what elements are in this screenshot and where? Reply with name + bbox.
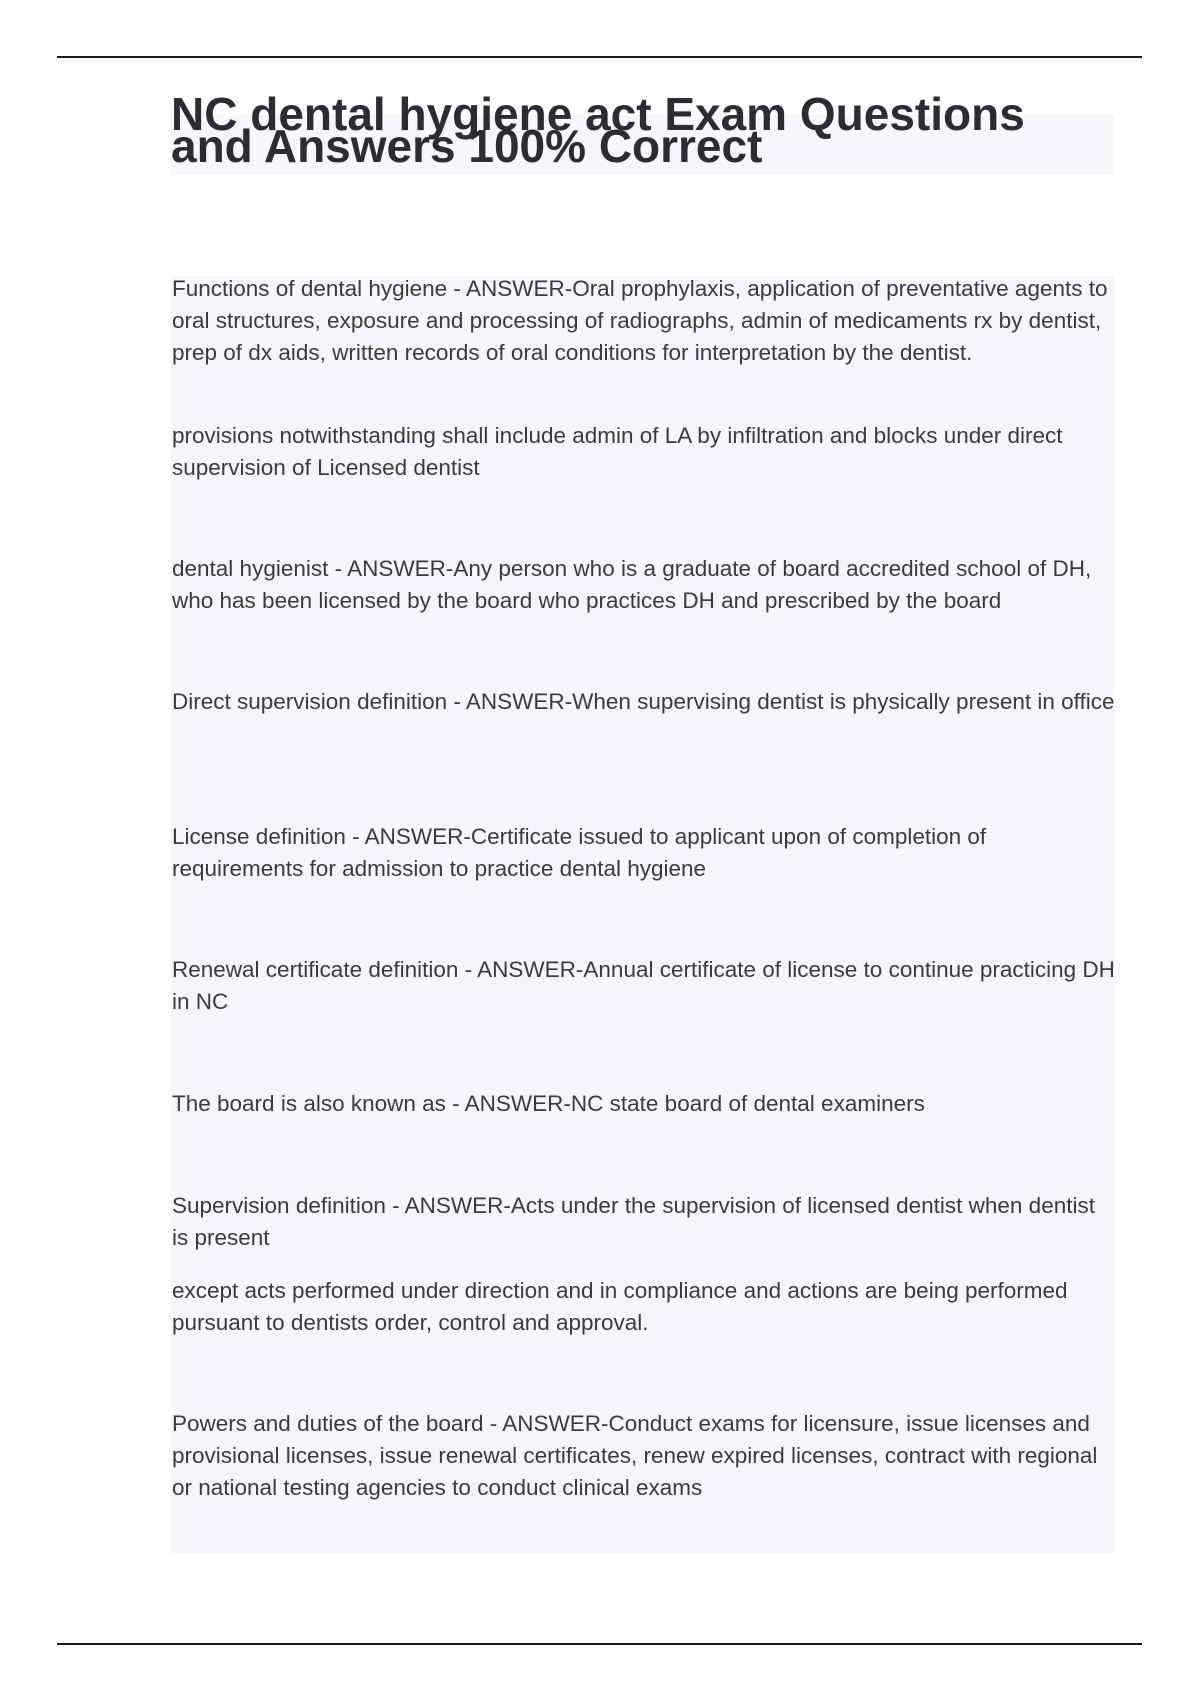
entry-text: License definition - ANSWER-Certificate issued to applicant upon of completion of requirements for admission to practice dental hygiene: [172, 824, 987, 881]
entry-text: Renewal certificate definition - ANSWER-Annual certificate of license to continue practicing DH in NC: [172, 957, 1115, 1014]
entry-text: Powers and duties of the board - ANSWER-Conduct exams for licensure, issue licenses and provisional licenses, issue renewal certificates, renew expired licenses, contract with regional or national testing agencies to conduct clinical exams: [172, 1411, 1098, 1500]
top-rule: [57, 56, 1142, 58]
entry-text: Direct supervision definition - ANSWER-When supervising dentist is physically present in office: [172, 689, 1115, 714]
entry-license-definition: [172, 821, 1116, 885]
entry-except-acts-performed: [172, 1275, 1116, 1339]
entry-renewal-certificate-definition: [172, 954, 1116, 1018]
entry-functions-of-dental-hygiene: [172, 273, 1116, 369]
entry-provisions-notwithstanding: [172, 420, 1116, 484]
entry-text: provisions notwithstanding shall include admin of LA by infiltration and blocks under direct supervision of Licensed dentist: [172, 423, 1063, 480]
bottom-rule: [57, 1643, 1142, 1645]
document-title: NC dental hygiene act Exam Questions and Answers 100% Correct: [171, 88, 1025, 172]
entry-text: The board is also known as - ANSWER-NC state board of dental examiners: [172, 1091, 925, 1116]
entry-dental-hygienist: [172, 553, 1116, 617]
entry-powers-and-duties: [172, 1408, 1116, 1504]
entry-board-known-as: [172, 1088, 1116, 1120]
entry-text: dental hygienist - ANSWER-Any person who is a graduate of board accredited school of DH, who has been licensed by the board who practices DH and prescribed by the board: [172, 556, 1092, 613]
entry-text: except acts performed under direction and in compliance and actions are being performed pursuant to dentists order, control and approval.: [172, 1278, 1068, 1335]
entry-text: Supervision definition - ANSWER-Acts under the supervision of licensed dentist when dentist is present: [172, 1193, 1095, 1250]
entry-direct-supervision-definition: [172, 686, 1116, 718]
entry-text: Functions of dental hygiene - ANSWER-Oral prophylaxis, application of preventative agents to oral structures, exposure and processing of radiographs, admin of medicaments rx by dentist, prep of dx aids, written records of oral conditions for interpretation by the dentist.: [172, 276, 1108, 365]
entry-supervision-definition: [172, 1190, 1116, 1254]
